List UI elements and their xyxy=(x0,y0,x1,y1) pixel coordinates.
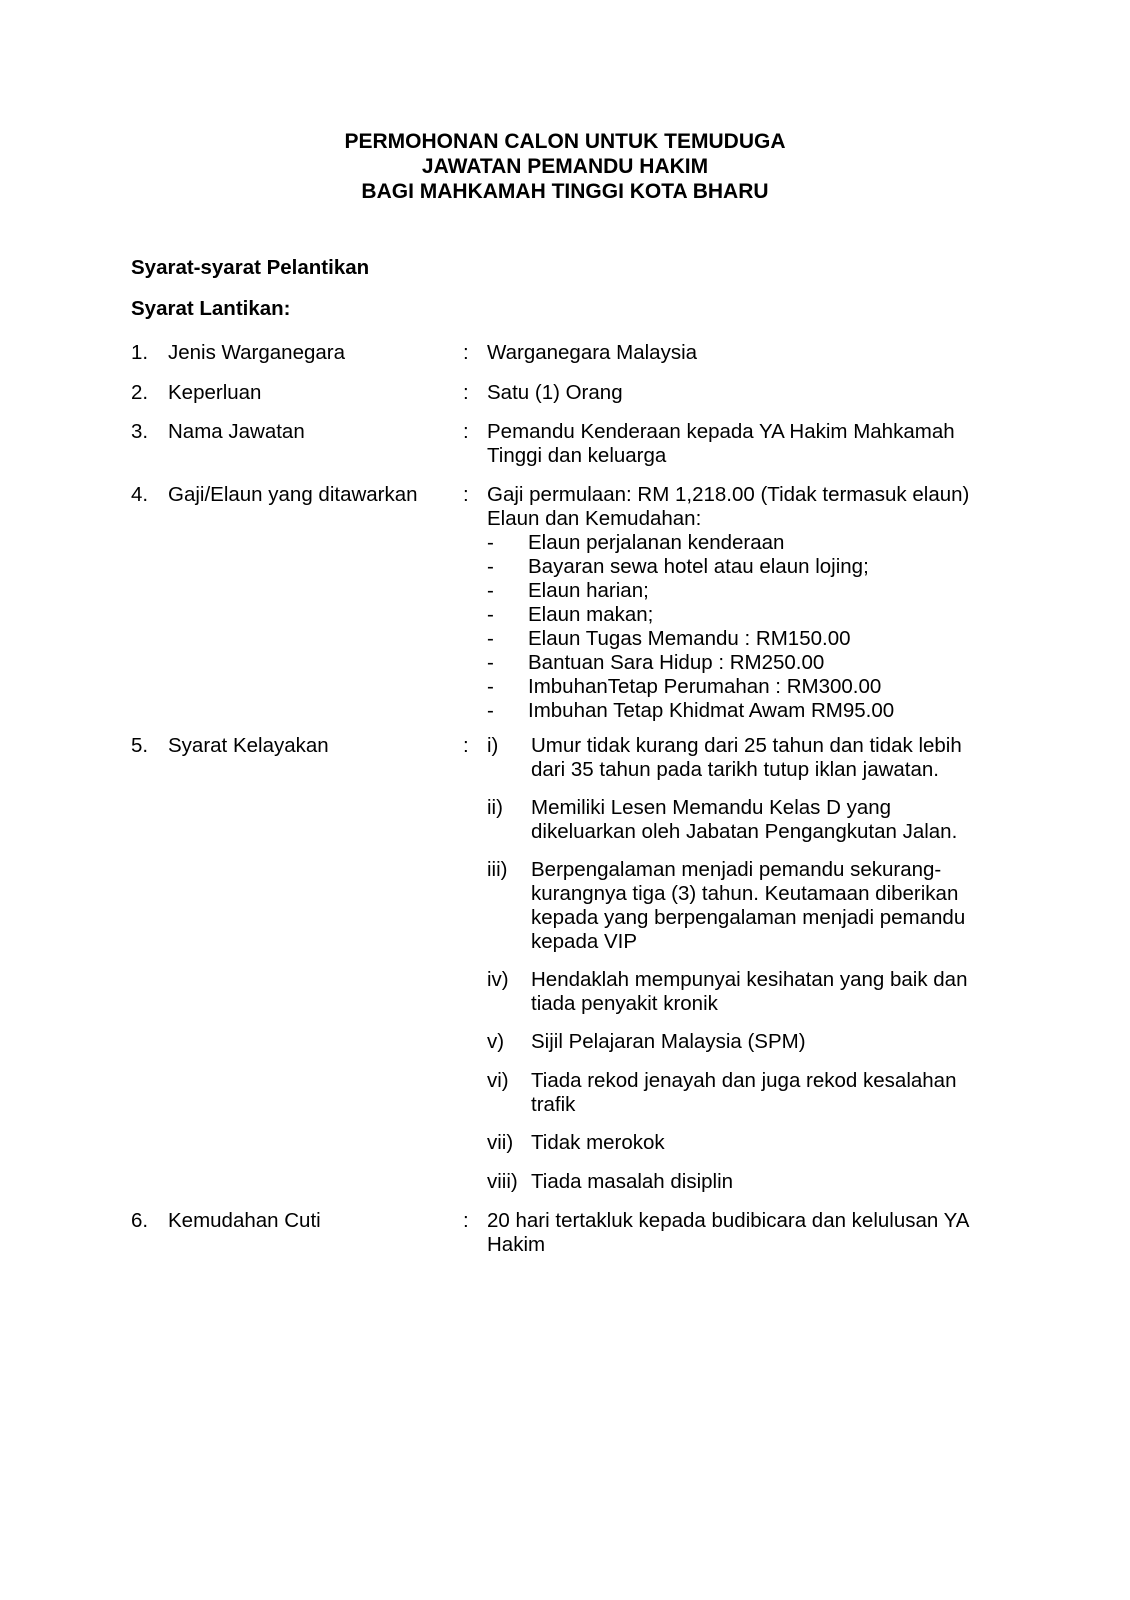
qualification-line: kepada yang berpengalaman menjadi pemandu xyxy=(531,906,966,929)
bullet-dash: - xyxy=(487,675,494,698)
qualification-line: Memiliki Lesen Memandu Kelas D yang xyxy=(531,796,892,819)
allowance-item xyxy=(487,699,1007,723)
qualification-text xyxy=(531,796,1001,844)
value-line: Gaji permulaan: RM 1,218.00 (Tidak termasuk elaun) xyxy=(487,483,970,506)
item-value xyxy=(487,483,1007,723)
section-heading: Syarat-syarat Pelantikan xyxy=(131,256,370,279)
qualification-line: Tidak merokok xyxy=(531,1131,665,1154)
item-value xyxy=(487,1209,1007,1257)
qualification-line: Tiada rekod jenayah dan juga rekod kesalahan xyxy=(531,1069,957,1092)
qualification-text xyxy=(531,1131,1001,1155)
allowance-text: Elaun perjalanan kenderaan xyxy=(528,531,785,554)
item-value xyxy=(487,420,1007,468)
qualification-number: i) xyxy=(487,734,499,757)
allowance-text: Elaun harian; xyxy=(528,579,649,602)
value-line: Satu (1) Orang xyxy=(487,381,623,404)
sub-heading: Syarat Lantikan: xyxy=(131,297,291,320)
qualification-number: vii) xyxy=(487,1131,514,1154)
item-colon: : xyxy=(463,341,469,364)
bullet-dash: - xyxy=(487,531,494,554)
qualification-number: v) xyxy=(487,1030,505,1053)
qualification-number: ii) xyxy=(487,796,503,819)
item-colon: : xyxy=(463,420,469,443)
item-label: Gaji/Elaun yang ditawarkan xyxy=(168,483,418,506)
bullet-dash: - xyxy=(487,579,494,602)
qualification-text xyxy=(531,1170,1001,1194)
qualification-text xyxy=(531,1069,1001,1117)
qualification-line: Sijil Pelajaran Malaysia (SPM) xyxy=(531,1030,806,1053)
qualification-line: dari 35 tahun pada tarikh tutup iklan jawatan. xyxy=(531,758,939,781)
allowance-text: Bantuan Sara Hidup : RM250.00 xyxy=(528,651,825,674)
allowance-item xyxy=(487,555,1007,579)
allowance-list xyxy=(487,531,1007,723)
bullet-dash: - xyxy=(487,627,494,650)
value-line: Hakim xyxy=(487,1233,546,1256)
item-value xyxy=(487,341,1007,365)
item-colon: : xyxy=(463,1209,469,1232)
item-label: Nama Jawatan xyxy=(168,420,305,443)
allowance-item xyxy=(487,675,1007,699)
item-label: Jenis Warganegara xyxy=(168,341,346,364)
item-label: Syarat Kelayakan xyxy=(168,734,329,757)
allowance-item xyxy=(487,627,1007,651)
item-label: Kemudahan Cuti xyxy=(168,1209,321,1232)
allowance-text: Imbuhan Tetap Khidmat Awam RM95.00 xyxy=(528,699,895,722)
value-line: 20 hari tertakluk kepada budibicara dan kelulusan YA xyxy=(487,1209,970,1232)
qualification-number: iii) xyxy=(487,858,508,881)
item-colon: : xyxy=(463,734,469,757)
value-line: Pemandu Kenderaan kepada YA Hakim Mahkamah xyxy=(487,420,955,443)
item-number: 6. xyxy=(131,1209,149,1232)
item-label: Keperluan xyxy=(168,381,262,404)
qualification-text xyxy=(531,968,1001,1016)
item-number: 5. xyxy=(131,734,149,757)
bullet-dash: - xyxy=(487,699,494,722)
qualification-text xyxy=(531,734,1001,782)
qualification-line: Tiada masalah disiplin xyxy=(531,1170,734,1193)
qualification-number: vi) xyxy=(487,1069,509,1092)
qualification-text xyxy=(531,1030,1001,1054)
value-line: Tinggi dan keluarga xyxy=(487,444,667,467)
item-colon: : xyxy=(463,483,469,506)
allowance-text: Bayaran sewa hotel atau elaun lojing; xyxy=(528,555,869,578)
qualification-number: iv) xyxy=(487,968,509,991)
qualification-line: kurangnya tiga (3) tahun. Keutamaan diberikan xyxy=(531,882,959,905)
allowance-text: Elaun makan; xyxy=(528,603,654,626)
bullet-dash: - xyxy=(487,555,494,578)
bullet-dash: - xyxy=(487,603,494,626)
qualification-text xyxy=(531,858,1001,954)
title-line-3: BAGI MAHKAMAH TINGGI KOTA BHARU xyxy=(361,180,769,203)
title-line-2: JAWATAN PEMANDU HAKIM xyxy=(421,155,709,178)
qualification-line: Hendaklah mempunyai kesihatan yang baik dan xyxy=(531,968,968,991)
item-number: 1. xyxy=(131,341,149,364)
title-line-1: PERMOHONAN CALON UNTUK TEMUDUGA xyxy=(344,130,786,153)
item-number: 3. xyxy=(131,420,149,443)
value-line: Warganegara Malaysia xyxy=(487,341,698,364)
allowance-item xyxy=(487,531,1007,555)
allowance-text: Elaun Tugas Memandu : RM150.00 xyxy=(528,627,851,650)
allowance-item xyxy=(487,579,1007,603)
allowance-item xyxy=(487,651,1007,675)
bullet-dash: - xyxy=(487,651,494,674)
qualification-line: dikeluarkan oleh Jabatan Pengangkutan Jalan. xyxy=(531,820,958,843)
allowance-text: ImbuhanTetap Perumahan : RM300.00 xyxy=(528,675,882,698)
item-number: 4. xyxy=(131,483,149,506)
qualification-number: viii) xyxy=(487,1170,518,1193)
value-line: Elaun dan Kemudahan: xyxy=(487,507,702,530)
qualification-line: tiada penyakit kronik xyxy=(531,992,718,1015)
qualification-line: trafik xyxy=(531,1093,576,1116)
document-title xyxy=(0,129,1130,204)
item-colon: : xyxy=(463,381,469,404)
allowance-item xyxy=(487,603,1007,627)
item-number: 2. xyxy=(131,381,149,404)
qualification-line: kepada VIP xyxy=(531,930,637,953)
qualification-line: Berpengalaman menjadi pemandu sekurang- xyxy=(531,858,942,881)
qualification-line: Umur tidak kurang dari 25 tahun dan tidak lebih xyxy=(531,734,962,757)
item-value xyxy=(487,381,1007,405)
